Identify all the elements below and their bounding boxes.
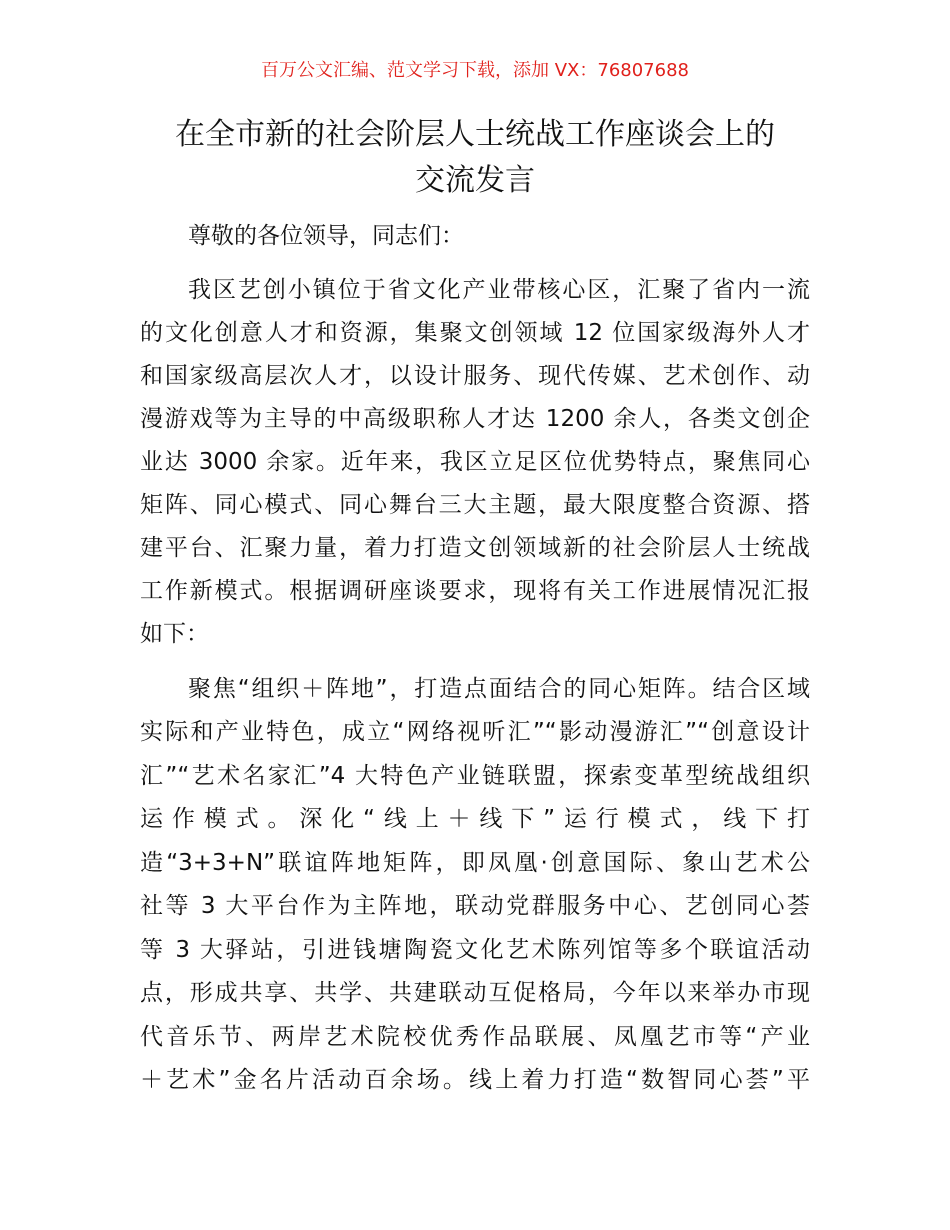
paragraph-line: 我区艺创小镇位于省文化产业带核心区，汇聚了省内一流 [188, 277, 810, 303]
paragraph-line: 漫游戏等为主导的中高级职称人才达 1200 余人，各类文创企 [140, 406, 810, 432]
paragraph-line: 运作模式。深化“线上＋线下”运行模式，线下打 [140, 806, 810, 832]
paragraph-line: 矩阵、同心模式、同心舞台三大主题，最大限度整合资源、搭 [140, 492, 810, 518]
paragraph-line: 汇”“艺术名家汇”4 大特色产业链联盟，探索变革型统战组织 [140, 763, 810, 789]
watermark-header: 百万公文汇编、范文学习下载，添加 VX：76807688 [261, 60, 689, 81]
paragraph-line: 如下： [140, 621, 209, 647]
paragraph-line: 聚焦“组织＋阵地”，打造点面结合的同心矩阵。结合区域 [188, 676, 810, 702]
paragraph-line: 点，形成共享、共学、共建联动互促格局，今年以来举办市现 [140, 980, 810, 1006]
paragraph-line: 建平台、汇聚力量，着力打造文创领域新的社会阶层人士统战 [140, 535, 810, 561]
paragraph-line: 社等 3 大平台作为主阵地，联动党群服务中心、艺创同心荟 [140, 893, 810, 919]
document-title-line-2: 交流发言 [415, 163, 535, 198]
paragraph-line: 等 3 大驿站，引进钱塘陶瓷文化艺术陈列馆等多个联谊活动 [140, 937, 810, 963]
document-title-line-1: 在全市新的社会阶层人士统战工作座谈会上的 [175, 117, 775, 152]
paragraph-line: 和国家级高层次人才，以设计服务、现代传媒、艺术创作、动 [140, 363, 810, 389]
salutation: 尊敬的各位领导，同志们： [188, 223, 464, 249]
paragraph-line: 的文化创意人才和资源，集聚文创领域 12 位国家级海外人才 [140, 320, 810, 346]
paragraph-line: ＋艺术”金名片活动百余场。线上着力打造“数智同心荟”平 [140, 1067, 810, 1093]
paragraph-line: 实际和产业特色，成立“网络视听汇”“影动漫游汇”“创意设计 [140, 719, 810, 745]
paragraph-line: 造“3+3+N”联谊阵地矩阵，即凤凰·创意国际、象山艺术公 [140, 850, 810, 876]
paragraph-line: 工作新模式。根据调研座谈要求，现将有关工作进展情况汇报 [140, 578, 810, 604]
paragraph-line: 代音乐节、两岸艺术院校优秀作品联展、凤凰艺市等“产业 [140, 1024, 810, 1050]
paragraph-line: 业达 3000 余家。近年来，我区立足区位优势特点，聚焦同心 [140, 449, 810, 475]
